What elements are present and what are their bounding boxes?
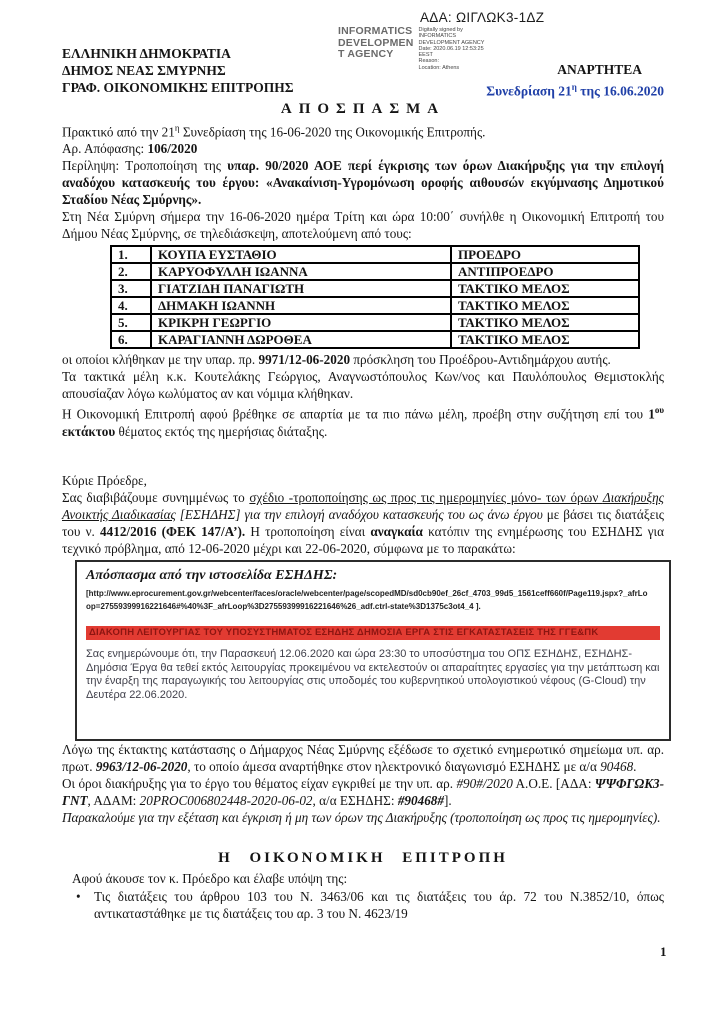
absent-members-paragraph: Τα τακτικά μέλη κ.κ. Κουτελάκης Γεώργιος, Αναγνωστόπουλος Κων/νος και Παυλόπουλος Θεμιστοκλής απουσίαζαν λόγω κωλύματος αν και νόμιμα κλήθηκαν. bbox=[62, 369, 664, 402]
committee-intro: Αφού άκουσε τον κ. Πρόεδρο και έλαβε υπόψη της: bbox=[72, 871, 348, 887]
member-role: ΑΝΤΙΠΡΟΕΔΡΟ bbox=[451, 263, 639, 280]
member-number: 1. bbox=[111, 246, 151, 263]
table-row bbox=[111, 246, 639, 263]
members-table bbox=[110, 245, 640, 349]
stamp-detail-line: INFORMATICS bbox=[418, 33, 456, 40]
text-segment: #90#/2020 bbox=[456, 776, 513, 792]
outage-notice-text: Σας ενημερώνουμε ότι, την Παρασκευή 12.06.2020 και ώρα 23:30 το υποσύστημα του ΟΠΣ ΕΣΗΔΗΣ, ΕΣΗΔΗΣ-Δημόσια Έργα θα τεθεί εκτός λειτουργίας προκειμένου να εκτελεστούν οι απαραίτητες εργασίες για την μετάπτωση και την έναρξη της παραγωγικής του λειτουργίας στις υποδομές του κυβερνητικού υπολογιστικού νέφους (G-Cloud) την Δευτέρα 22.06.2020. bbox=[86, 647, 660, 702]
text-segment: 1 bbox=[648, 406, 655, 422]
stamp-agency-line: INFORMATICS bbox=[338, 25, 413, 37]
member-role: ΤΑΚΤΙΚΟ ΜΕΛΟΣ bbox=[451, 314, 639, 331]
document-title: ΑΠΟΣΠΑΣΜΑ bbox=[280, 101, 446, 118]
list-item bbox=[62, 888, 664, 922]
member-number: 5. bbox=[111, 314, 151, 331]
text-segment: εκτάκτου bbox=[62, 423, 116, 439]
text-segment: Περίληψη: Τροποποίηση της bbox=[62, 158, 228, 174]
text-segment: . bbox=[633, 759, 637, 775]
table-row bbox=[111, 331, 639, 348]
text-segment: , α/α ΕΣΗΔΗΣ: bbox=[312, 793, 398, 809]
authority-line-office: ΓΡΑΦ. ΟΙΚΟΝΟΜΙΚΗΣ ΕΠΙΤΡΟΠΗΣ bbox=[62, 79, 294, 95]
text-segment: θέματος εκτός της ημερήσιας διάταξης. bbox=[115, 423, 328, 439]
text-segment: #90468# bbox=[397, 793, 444, 809]
text-segment: 4412/2016 (ΦΕΚ 147/Α’). bbox=[100, 523, 246, 539]
session-date bbox=[486, 79, 664, 100]
header-right-block bbox=[486, 62, 664, 100]
authority-line-municipality: ΔΗΜΟΣ ΝΕΑΣ ΣΜΥΡΝΗΣ bbox=[62, 62, 226, 78]
text-segment: αναγκαία bbox=[370, 523, 423, 539]
text-segment: Συνεδρίαση της 16-06-2020 της Οικονομικής Επιτροπής. bbox=[179, 124, 486, 140]
stamp-agency-line: T AGENCY bbox=[338, 48, 394, 60]
stamp-detail-line: DEVELOPMENT AGENCY bbox=[418, 39, 485, 46]
quorum-paragraph bbox=[62, 402, 664, 439]
text-segment: Η Οικονομική Επιτροπή αφού βρέθηκε σε απαρτία με τα πιο πάνω μέλη, προέβη στην συζήτηση επί του bbox=[62, 406, 649, 422]
text-segment: πρόσκληση του Προέδρου-Αντιδημάρχου αυτής. bbox=[350, 352, 611, 368]
stamp-agency-line: DEVELOPMEN bbox=[338, 36, 414, 49]
esidis-excerpt-box bbox=[75, 560, 671, 741]
text-segment: Οι όροι διακήρυξης για το έργο του θέματος είχαν εγκριθεί με την υπ. αρ. bbox=[62, 776, 457, 792]
stamp-detail-line: Date: 2020.06.19 12:53:25 bbox=[418, 45, 484, 52]
request-paragraph: Παρακαλούμε για την εξέταση και έγκριση ή μη των όρων της Διακήρυξης (τροποποίηση ως προς τις ημερομηνίες). bbox=[62, 810, 661, 826]
text-segment: 9971/12-06-2020 bbox=[258, 352, 351, 368]
minutes-line bbox=[62, 120, 664, 140]
text-segment: με βάσει τις διατάξεις του ν. bbox=[62, 506, 664, 539]
mayor-note-paragraph bbox=[62, 741, 664, 775]
esidis-box-title: Απόσπασμα από την ιστοσελίδα ΕΣΗΔΗΣ: bbox=[86, 567, 338, 583]
text-segment: 9963/12-06-2020 bbox=[95, 759, 188, 775]
stamp-detail-line: EEST bbox=[418, 52, 433, 59]
url-line: [http://www.eprocurement.gov.gr/webcenter/faces/oracle/webcenter/page/scopedMD/sd0cb90ef_26cf_4703_99d5_1561ceff660f/Page119.jspx?_afrLo bbox=[86, 588, 648, 598]
table-row bbox=[111, 314, 639, 331]
member-name: ΚΑΡΥΟΦΥΛΛΗ ΙΩΑΝΝΑ bbox=[151, 263, 451, 280]
salutation: Κύριε Πρόεδρε, bbox=[62, 472, 147, 488]
stamp-detail-line: Reason: bbox=[418, 58, 440, 65]
digital-signature-stamp bbox=[338, 26, 484, 71]
outage-banner: ΔΙΑΚΟΠΗ ΛΕΙΤΟΥΡΓΙΑΣ ΤΟΥ ΥΠΟΣΥΣΤΗΜΑΤΟΣ ΕΣΗΔΗΣ ΔΗΜΟΣΙΑ ΕΡΓΑ ΣΤΙΣ ΕΓΚΑΤΑΣΤΑΣΕΙΣ ΤΗΣ ΓΓΕ&ΠΚ bbox=[86, 626, 660, 640]
member-role: ΤΑΚΤΙΚΟ ΜΕΛΟΣ bbox=[451, 297, 639, 314]
text-segment: Συνεδρίαση 21 bbox=[486, 83, 572, 99]
transmittal-paragraph bbox=[62, 489, 664, 557]
member-number: 2. bbox=[111, 263, 151, 280]
table-row bbox=[111, 280, 639, 297]
stamp-signature-details bbox=[419, 26, 485, 71]
stamp-detail-line: Digitally signed by bbox=[418, 27, 463, 33]
decision-number: 106/2020 bbox=[147, 141, 198, 157]
text-segment: κατόπιν της ενημέρωσης του ΕΣΗΔΗΣ για τεχνικό πρόβλημα, από 12-06-2020 μέχρι και 22-06-2020, σύμφωνα με το παρακάτω: bbox=[62, 523, 664, 556]
text-segment: η bbox=[174, 123, 180, 134]
table-row bbox=[111, 263, 639, 280]
text-segment: , ΑΔΑΜ: bbox=[87, 793, 140, 809]
terms-approval-paragraph bbox=[62, 775, 664, 809]
member-role: ΤΑΚΤΙΚΟ ΜΕΛΟΣ bbox=[451, 331, 639, 348]
member-name: ΚΡΙΚΡΗ ΓΕΩΡΓΙΟ bbox=[151, 314, 451, 331]
text-segment: 90468 bbox=[600, 759, 634, 775]
page-number: 1 bbox=[660, 944, 667, 959]
text-segment: σχέδιο -τροποποίησης ως προς τις ημερομηνίες μόνο- των όρων bbox=[249, 489, 603, 505]
text-segment: [ΕΣΗΔΗΣ] για την επιλογή αναδόχου κατασκευής του ως άνω έργου bbox=[175, 506, 547, 522]
table-row bbox=[111, 297, 639, 314]
session-intro-paragraph: Στη Νέα Σμύρνη σήμερα την 16-06-2020 ημέρα Τρίτη και ώρα 10:00΄ συνήλθε η Οικονομική Επιτροπή του Δήμου Νέας Σμύρνης, σε τηλεδιάσκεψη, αποτελούμενη από τους: bbox=[62, 209, 664, 242]
text-segment: Σας διαβιβάζουμε συνημμένως το bbox=[62, 489, 250, 505]
committee-heading: Η ΟΙΚΟΝΟΜΙΚΗ ΕΠΙΤΡΟΠΗ bbox=[218, 850, 508, 867]
member-role: ΤΑΚΤΙΚΟ ΜΕΛΟΣ bbox=[451, 280, 639, 297]
summary-paragraph bbox=[62, 157, 664, 208]
member-role: ΠΡΟΕΔΡΟ bbox=[451, 246, 639, 263]
text-segment: ΨΨΦΓΩΚ3-ΓΝΤ bbox=[62, 776, 664, 809]
bullet-text: Τις διατάξεις του άρθρου 103 του Ν. 3463/06 και τις διατάξεις του άρ. 72 του Ν.3852/10, όπως αντικαταστάθηκε με τις διατάξεις του αρ. 3 του Ν. 4623/19 bbox=[94, 889, 664, 922]
authority-line-republic: ΕΛΛΗΝΙΚΗ ΔΗΜΟΚΡΑΤΙΑ bbox=[62, 46, 231, 61]
stamp-agency-name bbox=[338, 26, 414, 71]
text-segment: Α.Ο.Ε. [ΑΔΑ: bbox=[512, 776, 595, 792]
member-name: ΓΙΑΤΖΙΔΗ ΠΑΝΑΓΙΩΤΗ bbox=[151, 280, 451, 297]
bullet-icon: • bbox=[76, 889, 81, 905]
invitation-paragraph bbox=[62, 351, 664, 368]
issuing-authority bbox=[62, 46, 294, 96]
ada-code: ΑΔΑ: ΩΙΓΛΩΚ3-1ΔΖ bbox=[420, 10, 545, 25]
text-segment: Η τροποποίηση είναι bbox=[245, 523, 371, 539]
text-segment: υπαρ. 90/2020 ΑΟΕ περί έγκρισης των όρων Διακήρυξης για την επιλογή αναδόχου κατασκευής του έργου: «Ανακαίνιση-Υγρομόνωση οροφής αιθουσών εκγύμνασης Δημοτικού Σταδίου Νέας Σμύρνης». bbox=[62, 158, 665, 208]
stamp-detail-line: Location: Athens bbox=[418, 64, 460, 71]
member-number: 4. bbox=[111, 297, 151, 314]
esidis-url bbox=[86, 587, 660, 613]
text-segment: η bbox=[571, 81, 577, 92]
member-name: ΔΗΜΑΚΗ ΙΩΑΝΝΗ bbox=[151, 297, 451, 314]
text-segment: ]. bbox=[443, 793, 452, 809]
text-segment: , το οποίο άμεσα αναρτήθηκε στον ηλεκτρονικό διαγωνισμό ΕΣΗΔΗΣ με α/α bbox=[187, 759, 601, 775]
text-segment: Λόγω της έκτακτης κατάστασης ο Δήμαρχος Νέας Σμύρνης εξέδωσε το σχετικό ενημερωτικό σημείωμα υπ. αρ. πρωτ. bbox=[62, 742, 664, 775]
text-segment: 20PROC006802448-2020-06-02 bbox=[139, 793, 313, 809]
member-number: 6. bbox=[111, 331, 151, 348]
member-name: ΚΟΥΠΑ ΕΥΣΤΑΘΙΟ bbox=[151, 246, 451, 263]
text-segment: Διακήρυξης Ανοικτής Διαδικασίας bbox=[62, 489, 664, 522]
text-segment: Πρακτικό από την 21 bbox=[62, 124, 175, 140]
text-segment: Αρ. Απόφασης: bbox=[62, 141, 148, 157]
text-segment: ου bbox=[654, 405, 664, 416]
member-name: ΚΑΡΑΓΙΑΝΝΗ ΔΩΡΟΘΕΑ bbox=[151, 331, 451, 348]
anartitea-label: ΑΝΑΡΤΗΤΕΑ bbox=[557, 62, 642, 77]
member-number: 3. bbox=[111, 280, 151, 297]
text-segment: οι οποίοι κλήθηκαν με την υπαρ. πρ. bbox=[62, 352, 259, 368]
decision-number-line bbox=[62, 140, 664, 157]
text-segment: της 16.06.2020 bbox=[576, 83, 664, 99]
url-line: op=27559399916221646#%40%3F_afrLoop%3D27559399916221646%26_adf.ctrl-state%3D1375c3ot4_4 ]. bbox=[86, 601, 481, 611]
